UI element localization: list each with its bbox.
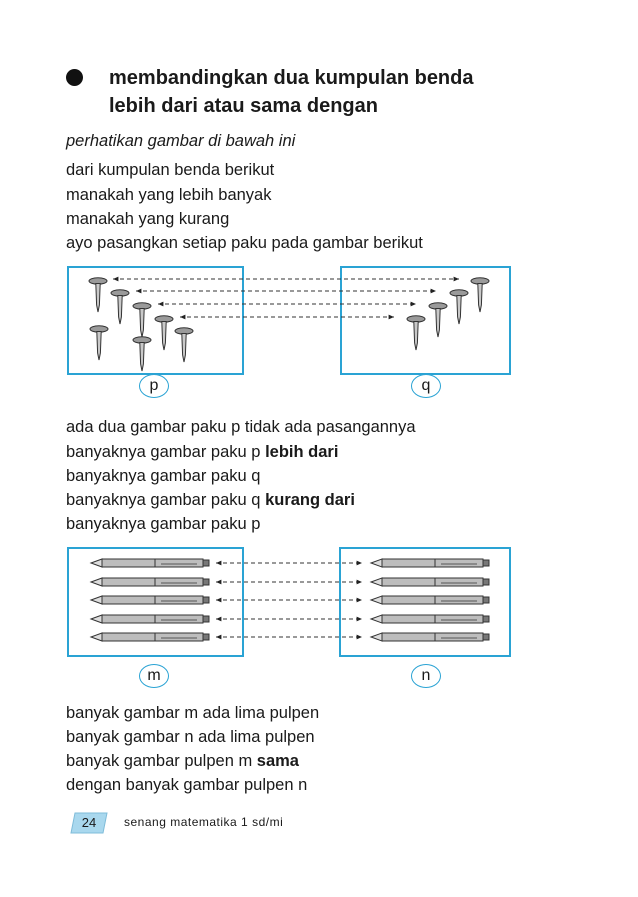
pen-text-1: banyak gambar m ada lima pulpen bbox=[66, 704, 320, 722]
intro-line-3: manakah yang kurang bbox=[66, 210, 230, 228]
heading-line-1: membandingkan dua kumpulan benda bbox=[109, 67, 474, 89]
pen-text-2: banyak gambar n ada lima pulpen bbox=[66, 728, 315, 746]
intro-line-2: manakah yang lebih banyak bbox=[66, 186, 272, 204]
pen-text-3 bbox=[66, 751, 299, 771]
pen-text-4: dengan banyak gambar pulpen n bbox=[66, 776, 308, 794]
intro-line-4: ayo pasangkan setiap paku pada gambar berikut bbox=[66, 234, 423, 252]
nail-text-1: ada dua gambar paku p tidak ada pasangannya bbox=[66, 418, 416, 436]
pairing-lines-pens bbox=[216, 563, 362, 637]
label-m: m bbox=[139, 664, 169, 688]
page-number: 24 bbox=[81, 815, 97, 830]
label-p: p bbox=[139, 374, 169, 398]
book-title: senang matematika 1 sd/mi bbox=[124, 815, 284, 829]
pen-text-3-bold: sama bbox=[256, 752, 299, 770]
intro-line-1: dari kumpulan benda berikut bbox=[66, 161, 275, 179]
nail-text-4-bold: kurang dari bbox=[265, 491, 355, 509]
instruction-line: perhatikan gambar di bawah ini bbox=[66, 132, 296, 150]
label-q: q bbox=[411, 374, 441, 398]
nail-text-4-plain: banyaknya gambar paku q bbox=[66, 491, 266, 509]
pen-text-3-plain: banyak gambar pulpen m bbox=[66, 752, 257, 770]
nail-text-2-plain: banyaknya gambar paku p bbox=[66, 443, 266, 461]
pens-n bbox=[371, 559, 489, 641]
label-n: n bbox=[411, 664, 441, 688]
nail-text-2-bold: lebih dari bbox=[265, 443, 339, 461]
nail-text-5: banyaknya gambar paku p bbox=[66, 515, 261, 533]
nail-text-3: banyaknya gambar paku q bbox=[66, 467, 261, 485]
heading-line-2: lebih dari atau sama dengan bbox=[109, 95, 378, 117]
pens-m bbox=[91, 559, 209, 641]
